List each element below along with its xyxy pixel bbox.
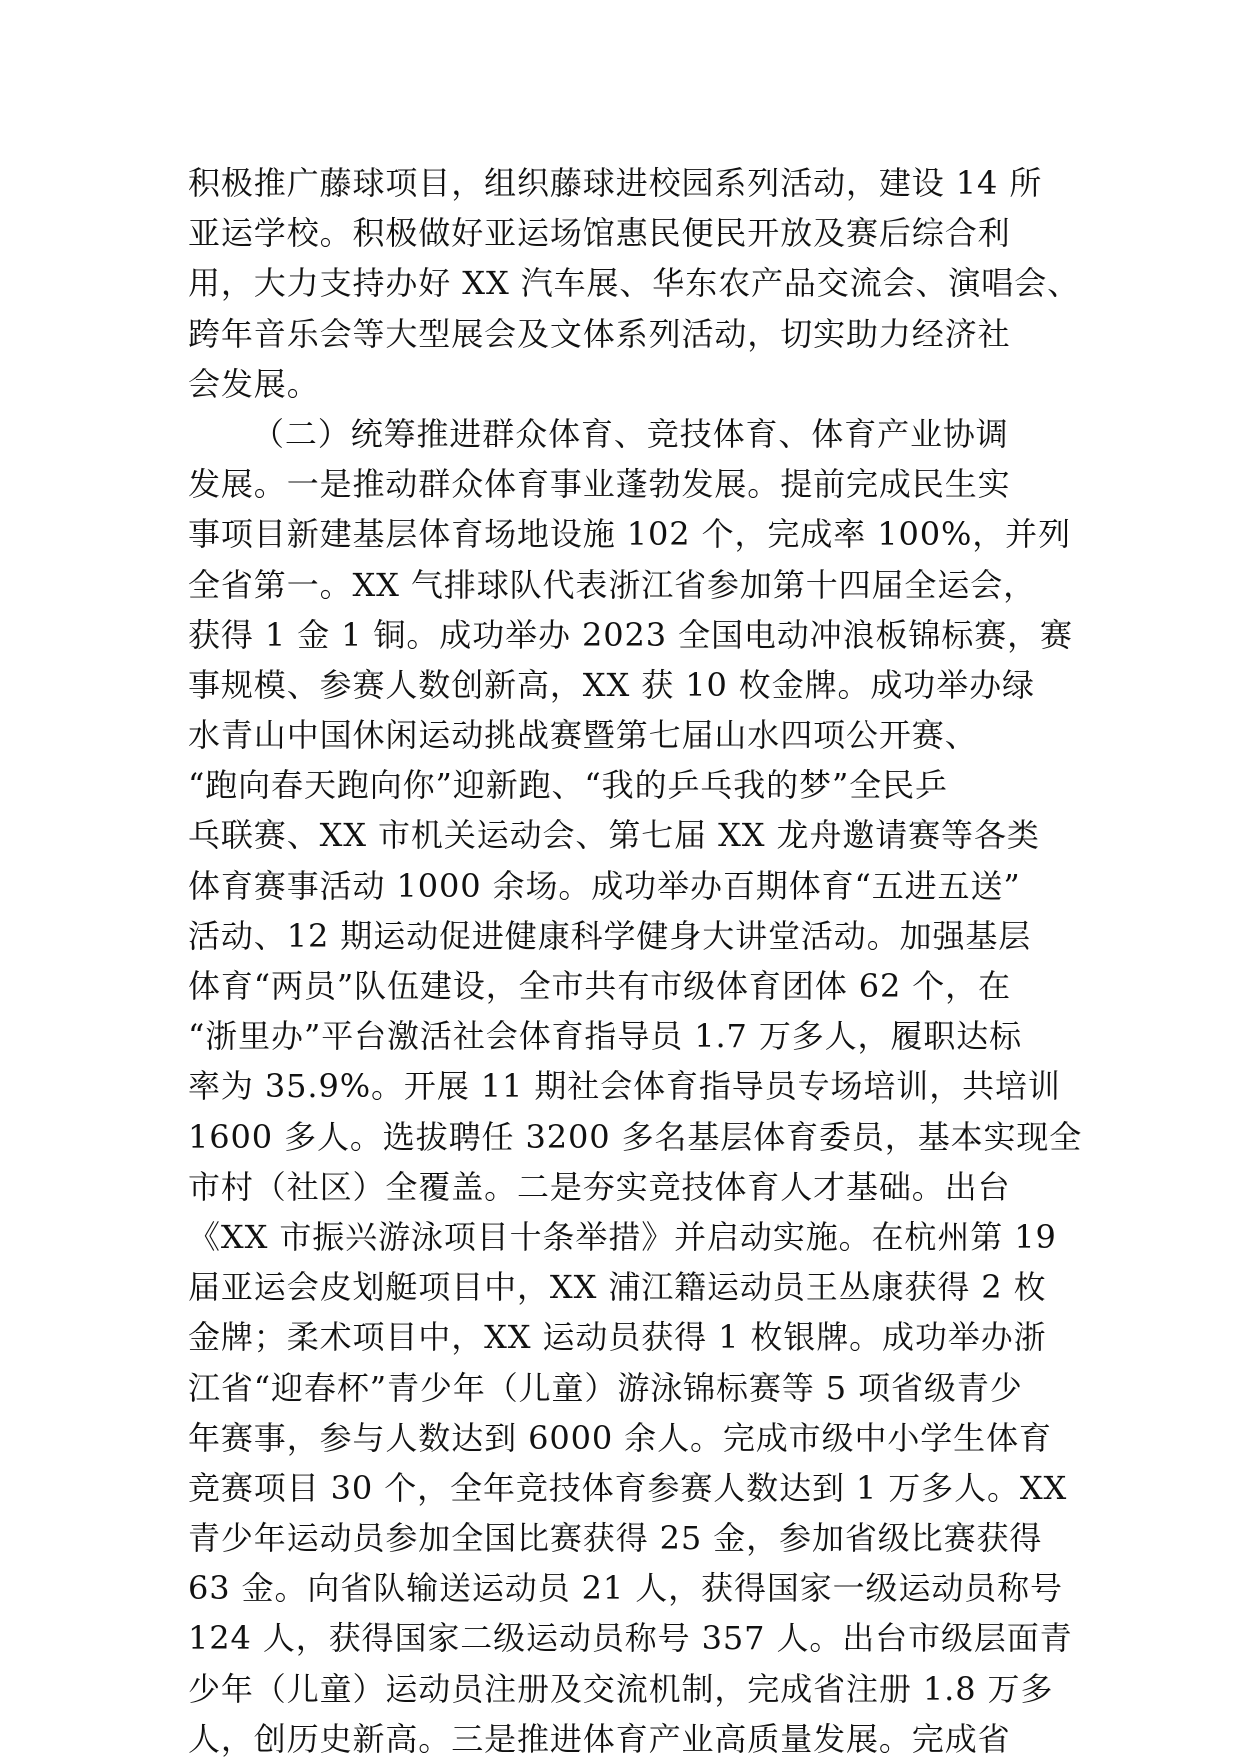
text-line: 63 金。向省队输送运动员 21 人，获得国家一级运动员称号 [188,1569,1063,1608]
text-line: 少年（儿童）运动员注册及交流机制，完成省注册 1.8 万多 [188,1669,1054,1708]
body-text [188,158,1083,1764]
text-line: 竞赛项目 30 个，全年竞技体育参赛人数达到 1 万多人。XX [188,1468,1068,1507]
text-line: 届亚运会皮划艇项目中，XX 浦江籍运动员王丛康获得 2 枚 [188,1268,1047,1307]
text-line: 1600 多人。选拔聘任 3200 多名基层体育委员，基本实现全 [188,1117,1083,1156]
text-line: 人，创历史新高。三是推进体育产业高质量发展。完成省 [188,1719,1011,1758]
text-line: 江省“迎春杯”青少年（儿童）游泳锦标赛等 5 项省级青少 [188,1368,1023,1407]
section-heading-line: （二）统筹推进群众体育、竞技体育、体育产业协调 [252,414,1009,453]
text-line: 活动、12 期运动促进健康科学健身大讲堂活动。加强基层 [188,916,1032,955]
text-line: 市村（社区）全覆盖。二是夯实竞技体育人才基础。出台 [188,1167,1011,1206]
text-line: 水青山中国休闲运动挑战赛暨第七届山水四项公开赛、 [188,716,978,755]
text-line: 会发展。 [188,364,320,403]
text-line: 用，大力支持办好 XX 汽车展、华东农产品交流会、演唱会、 [188,264,1081,303]
text-line: 跨年音乐会等大型展会及文体系列活动，切实助力经济社 [188,314,1011,353]
text-line: 率为 35.9%。开展 11 期社会体育指导员专场培训，共培训 [188,1067,1061,1106]
text-line: 全省第一。XX 气排球队代表浙江省参加第十四届全运会， [188,565,1037,604]
text-line: “跑向春天跑向你”迎新跑、“我的乒乓我的梦”全民乒 [188,766,948,805]
text-line: 获得 1 金 1 铜。成功举办 2023 全国电动冲浪板锦标赛，赛 [188,615,1073,654]
text-line: 发展。一是推动群众体育事业蓬勃发展。提前完成民生实 [188,465,1011,504]
text-line: 青少年运动员参加全国比赛获得 25 金，参加省级比赛获得 [188,1519,1043,1558]
text-line: 金牌；柔术项目中，XX 运动员获得 1 枚银牌。成功举办浙 [188,1318,1047,1357]
text-line: 事项目新建基层体育场地设施 102 个，完成率 100%，并列 [188,515,1071,554]
text-line: 事规模、参赛人数创新高，XX 获 10 枚金牌。成功举办绿 [188,665,1035,704]
text-line: 年赛事，参与人数达到 6000 余人。完成市级中小学生体育 [188,1418,1052,1457]
text-line: 体育赛事活动 1000 余场。成功举办百期体育“五进五送” [188,866,1021,905]
text-line: 亚运学校。积极做好亚运场馆惠民便民开放及赛后综合利 [188,214,1011,253]
text-line: 《XX 市振兴游泳项目十条举措》并启动实施。在杭州第 19 [188,1217,1057,1256]
text-line: 积极推广藤球项目，组织藤球进校园系列活动，建设 14 所 [188,164,1043,202]
text-line: 124 人，获得国家二级运动员称号 357 人。出台市级层面青 [188,1619,1073,1658]
text-line: 体育“两员”队伍建设，全市共有市级体育团体 62 个，在 [188,967,1011,1005]
text-line: “浙里办”平台激活社会体育指导员 1.7 万多人，履职达标 [188,1017,1023,1056]
text-line: 乓联赛、XX 市机关运动会、第七届 XX 龙舟邀请赛等各类 [188,816,1040,855]
